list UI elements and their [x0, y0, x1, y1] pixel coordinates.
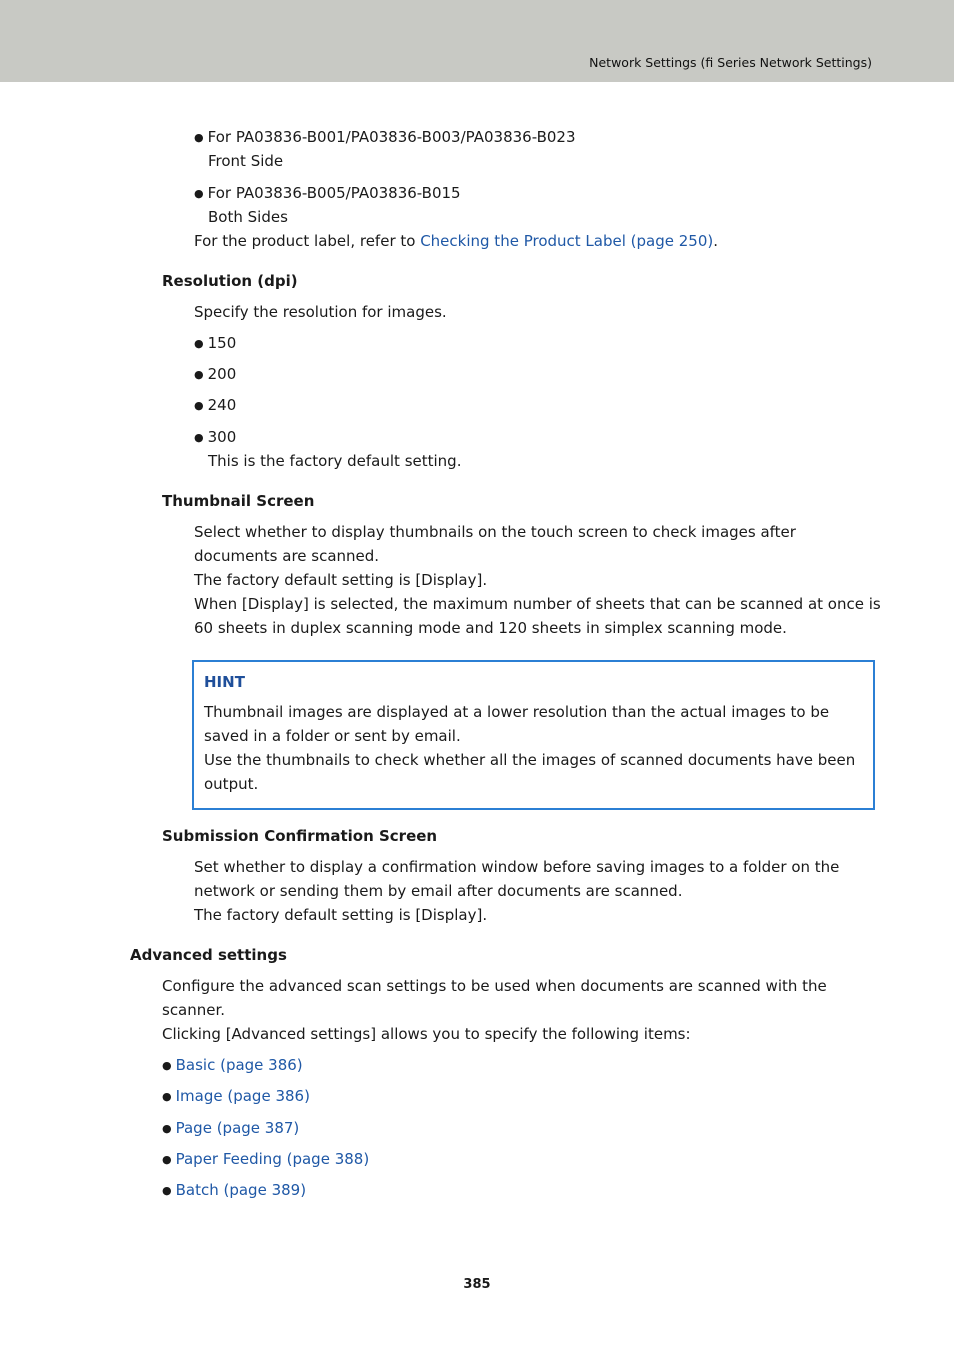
basic-link[interactable]: Basic (page 386) — [175, 1056, 303, 1074]
header-title: Network Settings (fi Series Network Settings) — [589, 55, 872, 70]
resolution-option: ● 300 — [194, 425, 236, 451]
hint-title: HINT — [204, 673, 245, 691]
resolution-default-note: This is the factory default setting. — [208, 452, 462, 470]
batch-link[interactable]: Batch (page 389) — [175, 1181, 307, 1199]
product-label-reference: For the product label, refer to Checking the Product Label (page 250). — [194, 232, 718, 250]
submission-text: Set whether to display a confirmation window before saving images to a folder on the — [194, 858, 840, 876]
thumbnail-heading: Thumbnail Screen — [162, 492, 315, 510]
resolution-heading: Resolution (dpi) — [162, 272, 298, 290]
paper-feeding-link[interactable]: Paper Feeding (page 388) — [175, 1150, 370, 1168]
advanced-link-item — [162, 1084, 310, 1110]
advanced-text: Clicking [Advanced settings] allows you to specify the following items: — [162, 1025, 691, 1043]
submission-text: network or sending them by email after documents are scanned. — [194, 882, 683, 900]
thumbnail-text: When [Display] is selected, the maximum number of sheets that can be scanned at once is — [194, 595, 881, 613]
resolution-option: ● 240 — [194, 393, 236, 419]
hint-text: Thumbnail images are displayed at a lower resolution than the actual images to be saved in a folder or sent by email. Use the thumbnails to check whether all the images of scanned documents have been output. — [204, 703, 856, 793]
list-item-subtext: Front Side — [208, 152, 284, 170]
thumbnail-text: Select whether to display thumbnails on the touch screen to check images after — [194, 523, 796, 541]
resolution-option: ● 150 — [194, 331, 236, 357]
advanced-text: Configure the advanced scan settings to be used when documents are scanned with the — [162, 977, 827, 995]
product-label-link[interactable]: Checking the Product Label (page 250) — [420, 232, 714, 250]
page-number: 385 — [463, 1277, 491, 1292]
hint-box — [192, 660, 875, 810]
list-item: ● For PA03836-B005/PA03836-B015 — [194, 181, 461, 207]
list-item-subtext: Both Sides — [208, 208, 288, 226]
list-item: ● For PA03836-B001/PA03836-B003/PA03836-B023 — [194, 125, 576, 151]
advanced-link-item — [162, 1178, 306, 1204]
advanced-text: scanner. — [162, 1001, 226, 1019]
thumbnail-text: documents are scanned. — [194, 547, 380, 565]
image-link[interactable]: Image (page 386) — [175, 1087, 310, 1105]
advanced-link-item — [162, 1116, 299, 1142]
submission-heading: Submission Confirmation Screen — [162, 827, 438, 845]
resolution-description: Specify the resolution for images. — [194, 303, 447, 321]
advanced-link-item — [162, 1147, 369, 1173]
advanced-heading: Advanced settings — [130, 946, 287, 964]
page-link[interactable]: Page (page 387) — [175, 1119, 300, 1137]
submission-text: The factory default setting is [Display]. — [194, 906, 488, 924]
resolution-option: ● 200 — [194, 362, 236, 388]
thumbnail-text: The factory default setting is [Display]. — [194, 571, 488, 589]
thumbnail-text: 60 sheets in duplex scanning mode and 120 sheets in simplex scanning mode. — [194, 619, 787, 637]
advanced-link-item — [162, 1053, 303, 1079]
